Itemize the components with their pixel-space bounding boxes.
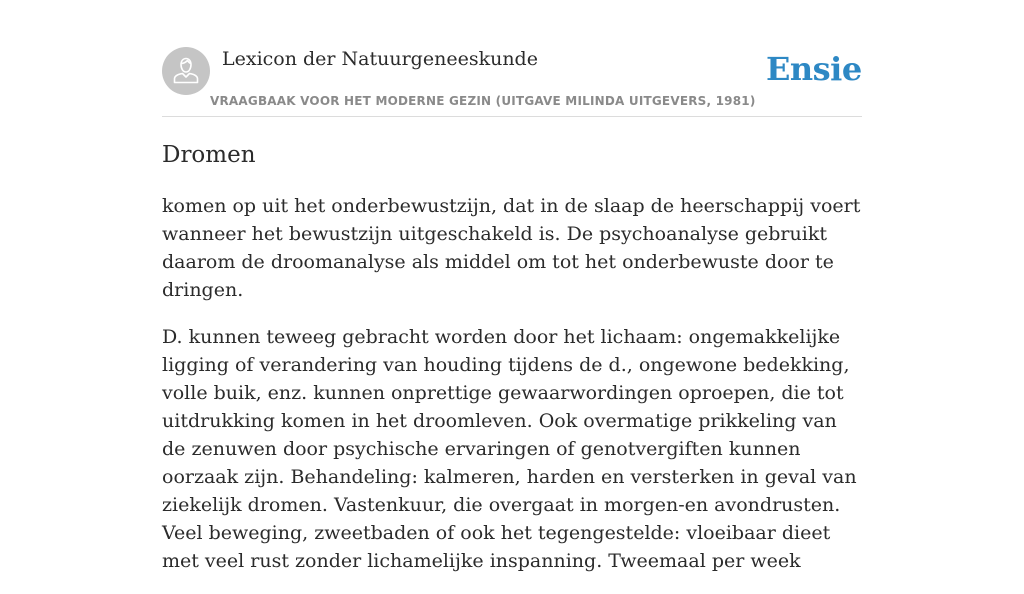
entry-paragraph: D. kunnen teweeg gebracht worden door het lichaam: ongemakkelijke ligging of verandering van houding tijdens de d., ongewone bedekking, volle buik, enz. kunnen onprettige gewaarwordingen oproepen, die tot uitdrukking komen in het droomleven. Ook overmatige prikkeling van de zenuwen door psychische ervaringen of genotvergiften kunnen oorzaak zijn. Behandeling: kalmeren, harden en versterken in geval van ziekelijk dromen. Vastenkuur, die overgaat in morgen-en avondrusten. Veel beweging, zweetbaden of ook het tegengestelde: vloeibaar dieet met veel rust zonder lichamelijke inspanning. Tweemaal per week [162, 326, 857, 572]
entry-paragraph: komen op uit het onderbewustzijn, dat in de slaap de heerschappij voert wanneer het bewustzijn uitgeschakeld is. De psychoanalyse gebruikt daarom de droomanalyse als middel om tot het onderbewuste door te dringen. [162, 195, 861, 301]
user-silhouette-icon [162, 47, 210, 95]
book-subtitle: VRAAGBAAK VOOR HET MODERNE GEZIN (UITGAVE MILINDA UITGEVERS, 1981) [210, 94, 756, 108]
entry-body [162, 192, 864, 594]
brand-logo-link[interactable]: Ensie [766, 50, 862, 88]
entry-title: Dromen [162, 142, 256, 168]
book-title[interactable]: Lexicon der Natuurgeneeskunde [222, 48, 538, 70]
avatar[interactable] [162, 47, 210, 95]
header [162, 47, 862, 117]
